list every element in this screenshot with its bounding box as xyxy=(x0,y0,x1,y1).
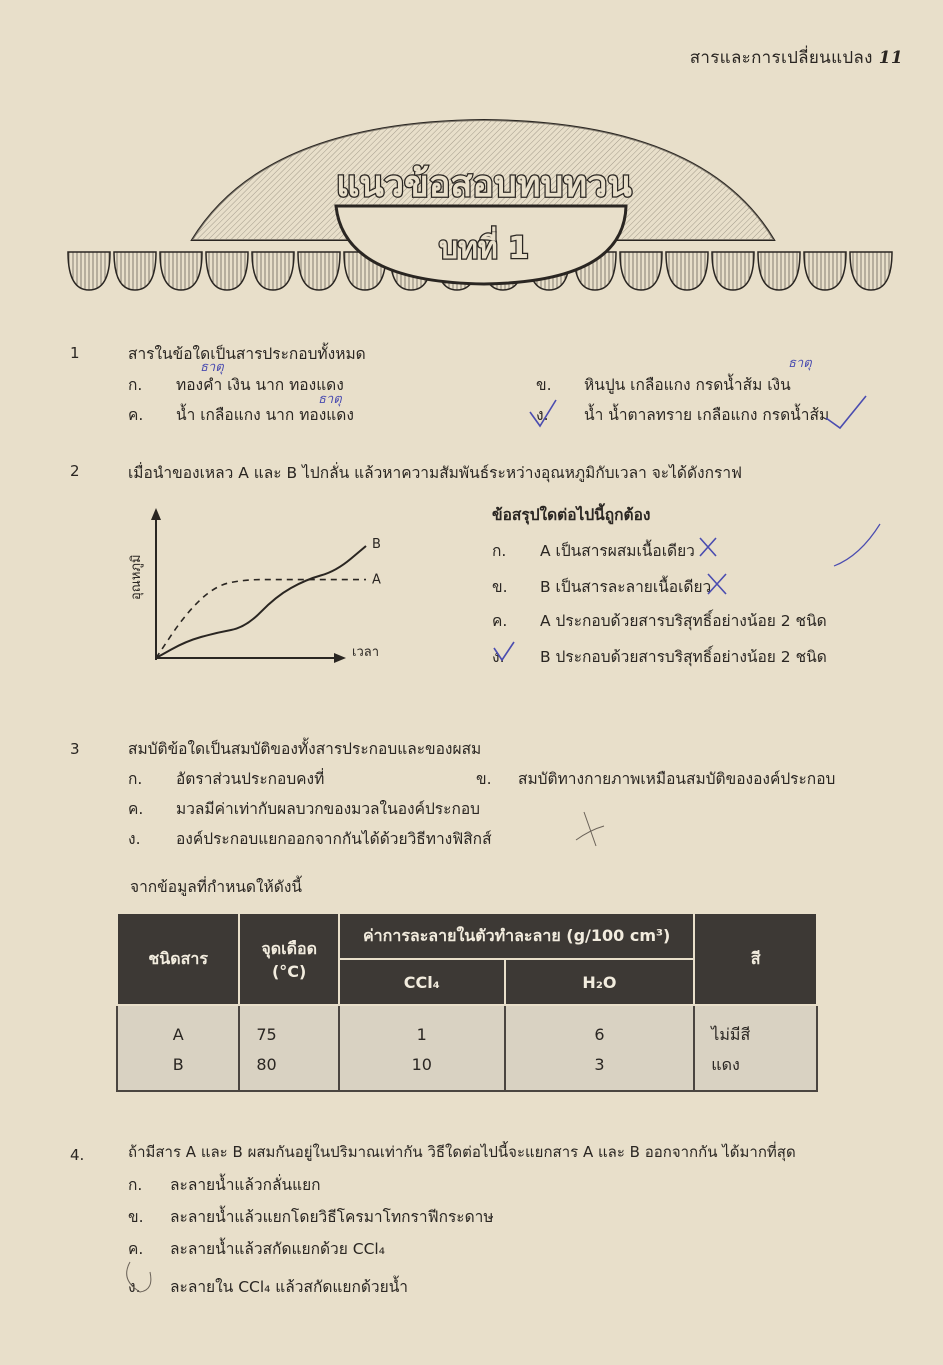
option-label: ข. xyxy=(476,770,492,788)
scallop xyxy=(252,252,294,290)
page-number: 11 xyxy=(878,48,903,68)
question-4-number: 4. xyxy=(70,1146,85,1164)
question-1-text: สารในข้อใดเป็นสารประกอบทั้งหมด xyxy=(128,345,366,363)
q2-option-b[interactable] xyxy=(492,574,711,599)
header-boiling-point xyxy=(239,913,339,1005)
cell-bp-a: 75 xyxy=(256,1025,277,1044)
header-title: สารและการเปลี่ยนแปลง xyxy=(689,48,873,68)
q3-option-a[interactable] xyxy=(128,766,324,791)
question-4-text: ถ้ามีสาร A และ B ผสมกันอยู่ในปริมาณเท่ากัน วิธีใดต่อไปนี้จะแยกสาร A และ B ออกจากกัน ได้มากที่สุด xyxy=(128,1143,796,1161)
x-axis-label: เวลา xyxy=(352,645,380,660)
scallop xyxy=(68,252,110,290)
option-text: ละลายน้ำแล้วสกัดแยกด้วย CCl₄ xyxy=(170,1240,385,1258)
option-label: ก. xyxy=(128,1176,143,1194)
y-axis-arrow-icon xyxy=(151,508,161,520)
header-bp-label: จุดเดือด xyxy=(261,939,317,958)
x-axis-arrow-icon xyxy=(334,653,346,663)
header-solubility: ค่าการละลายในตัวทำละลาย (g/100 cm³) xyxy=(339,913,694,959)
question-3-text: สมบัติข้อใดเป็นสมบัติของทั้งสารประกอบและของผสม xyxy=(128,740,482,758)
option-text: B เป็นสารละลายเนื้อเดียว xyxy=(540,578,712,596)
series-a-line xyxy=(156,580,366,658)
option-label: ค. xyxy=(492,612,508,630)
conclusion-title: ข้อสรุปใดต่อไปนี้ถูกต้อง xyxy=(492,506,651,524)
handwritten-note: ธาตุ xyxy=(200,360,224,375)
scallop xyxy=(114,252,156,290)
option-text: มวลมีค่าเท่ากับผลบวกของมวลในองค์ประกอบ xyxy=(176,800,480,818)
option-label: ก. xyxy=(128,376,143,394)
q2-option-c[interactable] xyxy=(492,608,827,633)
option-label: ข. xyxy=(128,1208,144,1226)
q4-option-d[interactable] xyxy=(128,1274,408,1299)
q4-option-a[interactable] xyxy=(128,1172,321,1197)
option-text: องค์ประกอบแยกออกจากกันได้ด้วยวิธีทางฟิสิกส์ xyxy=(176,830,492,848)
option-text: B ประกอบด้วยสารบริสุทธิ์อย่างน้อย 2 ชนิด xyxy=(540,648,827,666)
q1-option-d[interactable] xyxy=(536,402,829,427)
header-ccl4: CCl₄ xyxy=(339,959,505,1005)
option-text: ละลายใน CCl₄ แล้วสกัดแยกด้วยน้ำ xyxy=(170,1278,409,1296)
option-label: ง. xyxy=(128,830,141,848)
check-mark-icon xyxy=(826,396,866,428)
scallop xyxy=(666,252,708,290)
option-text: ทองคำ เงิน นาก ทองแดง xyxy=(176,376,344,394)
option-label: ค. xyxy=(128,800,144,818)
series-b-label: B xyxy=(372,537,381,552)
header-h2o: H₂O xyxy=(505,959,695,1005)
option-label: ข. xyxy=(536,376,552,394)
handwritten-note: ธาตุ xyxy=(318,392,342,407)
cell-color-b: แดง xyxy=(711,1055,740,1074)
option-text: น้ำ เกลือแกง นาก ทองแดง xyxy=(176,406,354,424)
cell-h2o-a: 6 xyxy=(594,1025,605,1044)
q1-option-b[interactable] xyxy=(536,372,791,397)
question-2-number: 2 xyxy=(70,462,80,480)
q3-option-c[interactable] xyxy=(128,796,480,821)
q1-option-a[interactable] xyxy=(128,372,344,397)
cell-h2o xyxy=(505,1005,695,1091)
option-text: สมบัติทางกายภาพเหมือนสมบัติขององค์ประกอบ xyxy=(518,770,836,788)
option-label: ค. xyxy=(128,406,144,424)
q3-option-b[interactable] xyxy=(476,766,835,791)
cell-color-a: ไม่มีสี xyxy=(711,1025,751,1044)
cell-substance xyxy=(117,1005,239,1091)
pencil-mark-icon xyxy=(576,812,604,846)
option-text: อัตราส่วนประกอบคงที่ xyxy=(176,770,325,788)
running-header xyxy=(690,44,903,71)
substance-table xyxy=(116,912,818,1092)
option-label: ก. xyxy=(492,542,507,560)
scallop xyxy=(758,252,800,290)
handwritten-note: ธาตุ xyxy=(788,356,812,371)
question-3-number: 3 xyxy=(70,740,80,758)
cell-ccl4 xyxy=(339,1005,505,1091)
cell-substance-a: A xyxy=(172,1025,184,1044)
scallop xyxy=(712,252,754,290)
scallop xyxy=(804,252,846,290)
q3-option-d[interactable] xyxy=(128,826,492,851)
scallop xyxy=(850,252,892,290)
header-color: สี xyxy=(694,913,817,1005)
question-1-number: 1 xyxy=(70,344,80,362)
data-intro: จากข้อมูลที่กำหนดให้ดังนี้ xyxy=(130,878,302,896)
q2-option-d[interactable] xyxy=(492,644,827,669)
table-row xyxy=(117,1005,817,1091)
option-text: หินปูน เกลือแกง กรดน้ำส้ม เงิน xyxy=(584,376,791,394)
option-label: ค. xyxy=(128,1240,144,1258)
option-label: ง. xyxy=(536,406,549,424)
option-label: ง. xyxy=(492,648,505,666)
option-label: ข. xyxy=(492,578,508,596)
y-axis-label: อุณหภูมิ xyxy=(129,554,144,600)
scallop xyxy=(298,252,340,290)
distillation-graph xyxy=(118,500,398,670)
q2-option-a[interactable] xyxy=(492,538,695,563)
option-label: ง. xyxy=(128,1278,141,1296)
check-mark-icon xyxy=(834,524,880,566)
scallop xyxy=(620,252,662,290)
cell-ccl4-a: 1 xyxy=(416,1025,427,1044)
cell-bp xyxy=(239,1005,339,1091)
cell-substance-b: B xyxy=(172,1055,184,1074)
header-substance: ชนิดสาร xyxy=(117,913,239,1005)
cell-color xyxy=(694,1005,817,1091)
q4-option-c[interactable] xyxy=(128,1236,385,1261)
scallop xyxy=(206,252,248,290)
option-text: A เป็นสารผสมเนื้อเดียว xyxy=(540,542,695,560)
cell-ccl4-b: 10 xyxy=(411,1055,432,1074)
question-2-text: เมื่อนำของเหลว A และ B ไปกลั่น แล้วหาความสัมพันธ์ระหว่างอุณหภูมิกับเวลา จะได้ดังกราฟ xyxy=(128,464,742,482)
q4-option-b[interactable] xyxy=(128,1204,494,1229)
chapter-banner xyxy=(64,112,904,312)
banner-chapter: บทที่ 1 xyxy=(439,231,529,266)
cell-bp-b: 80 xyxy=(256,1055,277,1074)
option-label: ก. xyxy=(128,770,143,788)
scallop xyxy=(160,252,202,290)
option-text: น้ำ น้ำตาลทราย เกลือแกง กรดน้ำส้ม xyxy=(584,406,830,424)
banner-title: แนวข้อสอบทบทวน xyxy=(336,164,632,205)
option-text: ละลายน้ำแล้วแยกโดยวิธีโครมาโทกราฟีกระดาษ xyxy=(170,1208,494,1226)
series-b-line xyxy=(156,546,366,658)
cell-h2o-b: 3 xyxy=(594,1055,605,1074)
option-text: A ประกอบด้วยสารบริสุทธิ์อย่างน้อย 2 ชนิด xyxy=(540,612,827,630)
series-a-label: A xyxy=(372,572,381,588)
cross-mark-icon xyxy=(700,538,716,556)
header-bp-unit: (°C) xyxy=(271,962,307,981)
option-text: ละลายน้ำแล้วกลั่นแยก xyxy=(170,1176,321,1194)
